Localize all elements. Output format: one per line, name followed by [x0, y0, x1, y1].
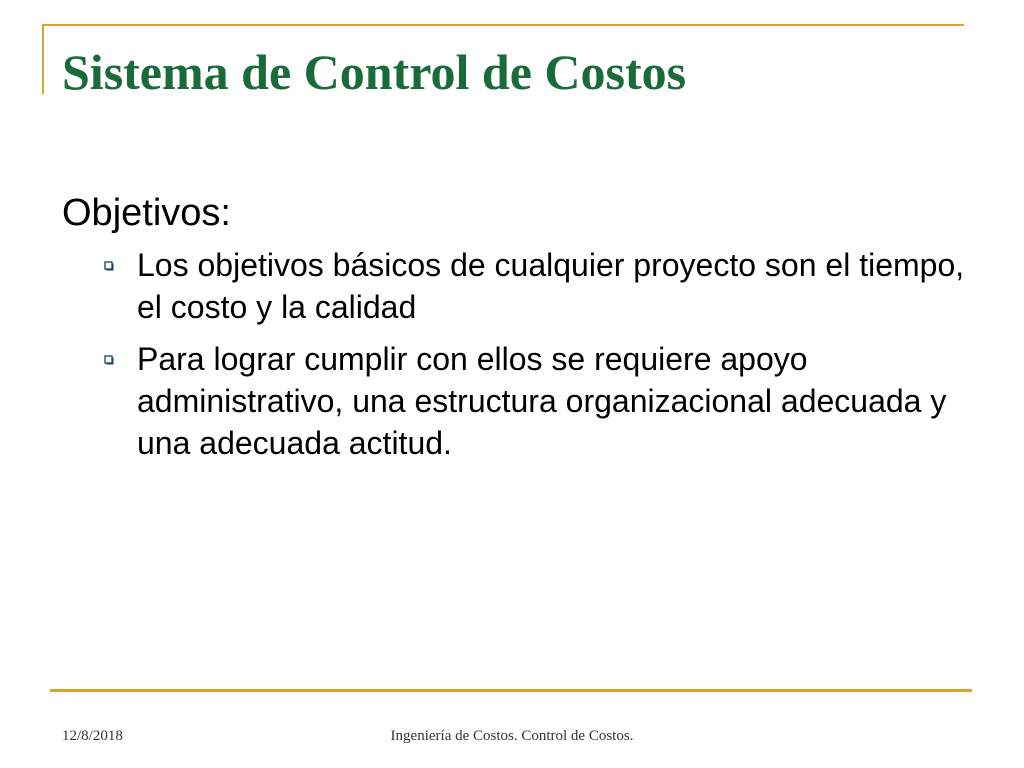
- footer-divider: [50, 689, 972, 692]
- hollow-square-bullet-icon: [104, 355, 114, 365]
- section-heading: Objetivos:: [62, 192, 231, 234]
- list-item: [62, 244, 982, 328]
- slide-title: Sistema de Control de Costos: [62, 44, 687, 100]
- footer-title: [0, 727, 1024, 745]
- bullet-list: [62, 244, 982, 464]
- list-item: [62, 338, 982, 464]
- bullet-text: Para lograr cumplir con ellos se requiere apoyo administrativo, una estructura organizacional adecuada y una adecuada actitud.: [137, 341, 947, 461]
- left-border-line: [42, 24, 44, 94]
- footer-date: 12/8/2018: [62, 728, 123, 744]
- top-border-line: [42, 24, 964, 26]
- slide-body: [62, 188, 982, 474]
- hollow-square-bullet-icon: [104, 261, 114, 271]
- bullet-text: Los objetivos básicos de cualquier proyecto son el tiempo, el costo y la calidad: [137, 247, 965, 325]
- footer-title-text: Ingeniería de Costos. Control de Costos.: [390, 728, 634, 744]
